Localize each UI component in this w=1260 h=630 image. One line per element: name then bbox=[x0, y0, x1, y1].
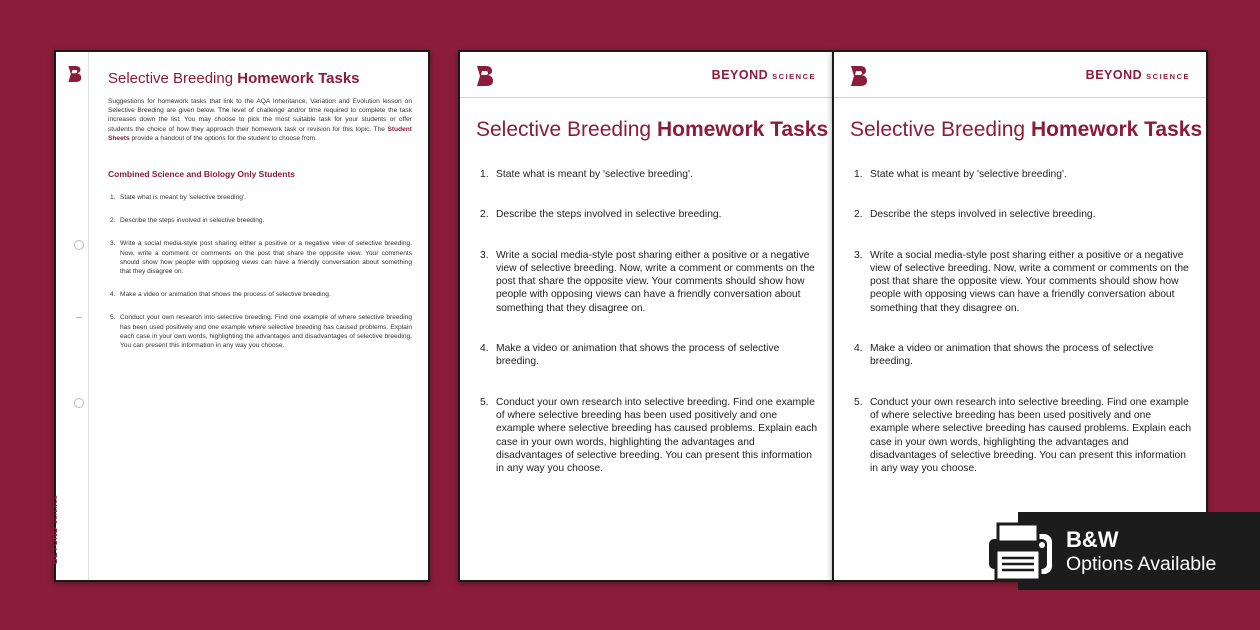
task-item bbox=[108, 193, 412, 202]
task-number: 5. bbox=[110, 314, 116, 322]
task-text: Write a social media-style post sharing either a positive or a negative view of selective breeding. Now, write a comment or comments on the post that share the opposite view. Your comments should show how people with opposing views can have a friendly conversation about something that they disagree on. bbox=[870, 249, 1189, 314]
margin-rule bbox=[88, 52, 89, 580]
punch-hole bbox=[74, 398, 84, 408]
page-title: Selective Breeding Homework Tasks bbox=[850, 118, 1203, 141]
task-item bbox=[480, 396, 818, 476]
task-number: 3. bbox=[110, 240, 116, 248]
task-number: 2. bbox=[110, 217, 116, 225]
task-number: 4. bbox=[480, 343, 489, 355]
brand-wordmark: BEYOND SCIENCE bbox=[1085, 68, 1190, 82]
student-page-color bbox=[458, 50, 834, 582]
task-text: Conduct your own research into selective breeding. Find one example of where selective breeding has been used positively and one example where selective breeding has caused problems. Explain each case in your own words, highlighting the advantages and disadvantages of selective breeding. You can present this information in any way you choose. bbox=[870, 396, 1192, 475]
task-text: Write a social media-style post sharing either a positive or a negative view of selective breeding. Now, write a comment or comments on the post that share the opposite view. Your comments should show how people with opposing views can have a friendly conversation about something that they disagree on. bbox=[496, 249, 815, 314]
task-number: 3. bbox=[480, 249, 489, 261]
task-item bbox=[854, 396, 1192, 476]
task-item bbox=[854, 249, 1192, 315]
task-number: 1. bbox=[110, 194, 116, 202]
margin-tick bbox=[76, 317, 82, 318]
task-text: Make a video or animation that shows the process of selective breeding. bbox=[496, 343, 780, 368]
beyond-logo-icon bbox=[474, 64, 494, 88]
punch-hole bbox=[74, 240, 84, 250]
task-item bbox=[854, 208, 1192, 221]
task-text: Describe the steps involved in selective breeding. bbox=[120, 217, 265, 225]
task-number: 4. bbox=[110, 291, 116, 299]
task-item bbox=[108, 290, 412, 299]
task-number: 3. bbox=[854, 249, 863, 261]
task-text: Conduct your own research into selective breeding. Find one example of where selective breeding has been used positively and one example where selective breeding has caused problems. Explain each case in your own words, highlighting the advantages and disadvantages of selective breeding. You can present this information in any way you choose. bbox=[120, 314, 412, 350]
student-page-bw bbox=[832, 50, 1208, 582]
task-item bbox=[108, 239, 412, 276]
task-list bbox=[480, 168, 818, 475]
task-text: Conduct your own research into selective breeding. Find one example of where selective breeding has been used positively and one example where selective breeding has caused problems. Explain each case in your own words, highlighting the advantages and disadvantages of selective breeding. You can present this information in any way you choose. bbox=[496, 396, 818, 475]
page-title: Selective Breeding Homework Tasks bbox=[476, 118, 829, 141]
teacher-page bbox=[50, 50, 430, 582]
beyond-logo-icon bbox=[66, 64, 82, 84]
task-list bbox=[108, 193, 412, 350]
task-item bbox=[854, 168, 1192, 181]
brand-wordmark: BEYOND SCIENCE bbox=[711, 68, 816, 82]
task-text: Describe the steps involved in selective breeding. bbox=[496, 209, 722, 221]
task-text: State what is meant by 'selective breeding'. bbox=[496, 169, 693, 180]
task-number: 4. bbox=[854, 343, 863, 355]
side-brand: BEYONDSCIENCE bbox=[50, 494, 59, 564]
task-text: Write a social media-style post sharing either a positive or a negative view of selective breeding. Now, write a comment or comments on the post that share the opposite view. Your comments should show how people with opposing views can have a friendly conversation about something that they disagree on. bbox=[120, 240, 412, 276]
task-item bbox=[480, 342, 818, 369]
task-number: 2. bbox=[854, 209, 863, 221]
printer-icon bbox=[982, 520, 1054, 584]
task-number: 1. bbox=[854, 169, 863, 180]
task-item bbox=[854, 342, 1192, 369]
task-text: Make a video or animation that shows the process of selective breeding. bbox=[120, 291, 331, 299]
task-list bbox=[854, 168, 1192, 475]
task-text: State what is meant by 'selective breeding'. bbox=[120, 194, 247, 202]
badge-title: B&W bbox=[1066, 527, 1119, 552]
bw-options-badge bbox=[1018, 512, 1260, 590]
beyond-logo-icon bbox=[848, 64, 868, 88]
student-sheets-link: Student Sheets bbox=[108, 125, 412, 142]
page-title: Selective Breeding Homework Tasks bbox=[108, 70, 360, 87]
task-number: 5. bbox=[480, 396, 489, 408]
task-item bbox=[108, 313, 412, 350]
task-text: Describe the steps involved in selective breeding. bbox=[870, 209, 1096, 221]
page-header bbox=[834, 52, 1206, 98]
task-item bbox=[480, 168, 818, 181]
task-number: 2. bbox=[480, 209, 489, 221]
task-item bbox=[480, 208, 818, 221]
section-heading: Combined Science and Biology Only Students bbox=[108, 169, 296, 180]
task-item bbox=[480, 249, 818, 315]
task-text: State what is meant by 'selective breeding'. bbox=[870, 169, 1067, 180]
task-number: 1. bbox=[480, 169, 489, 180]
badge-subtitle: Options Available bbox=[1066, 553, 1217, 575]
task-number: 5. bbox=[854, 396, 863, 408]
task-text: Make a video or animation that shows the process of selective breeding. bbox=[870, 343, 1154, 368]
intro-paragraph: Suggestions for homework tasks that link to the AQA Inheritance, Variation and Evolution lesson on Selective Breeding are given below. The level of challenge and/or time required to complete the task increases down the list. You may choose to pick the most suitable task for your students or offer students the choice of how they approach their homework task or revision for this topic. The Student Sheets provide a handout of the options for the student to choose from. bbox=[108, 98, 412, 142]
task-item bbox=[108, 216, 412, 225]
page-header bbox=[460, 52, 832, 98]
